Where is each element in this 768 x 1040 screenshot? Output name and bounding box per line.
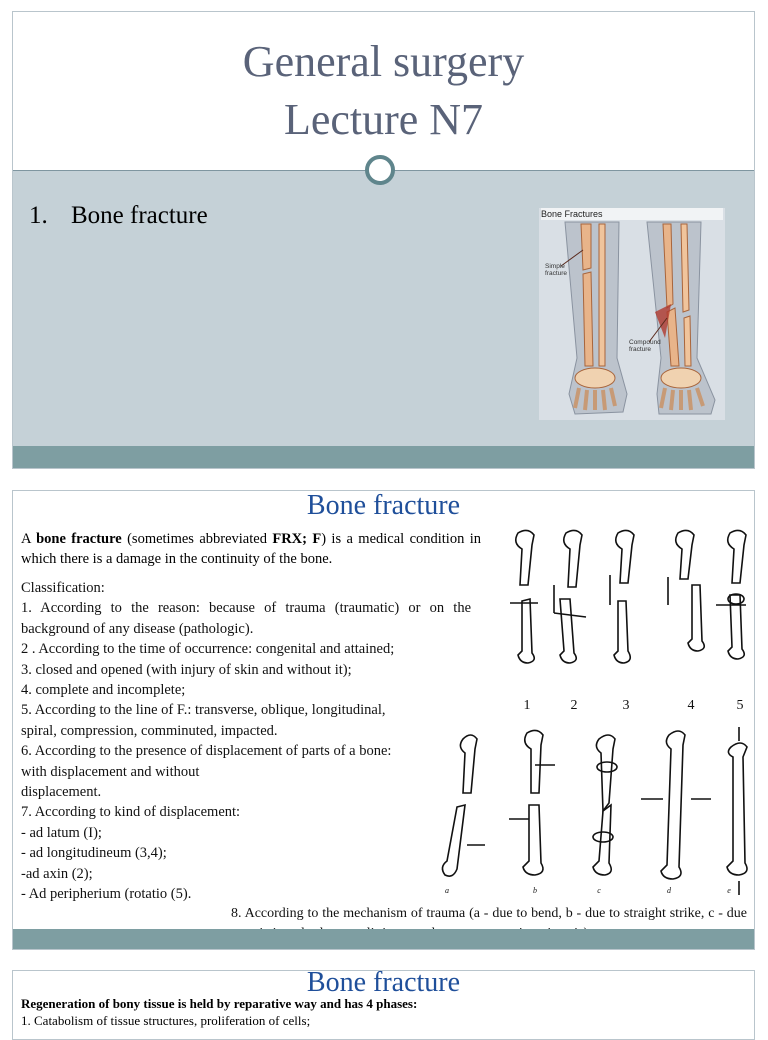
figure-label: c [597, 886, 601, 895]
list-item: -ad axin (2); [21, 865, 93, 882]
list-item: 3. closed and opened (with injury of skin and without it); [21, 661, 352, 678]
slide-heading: Bone fracture [306, 490, 461, 521]
legs-skeleton-icon [539, 208, 725, 420]
figure-label: 3 [622, 698, 630, 713]
classification-title: Classification: [21, 580, 105, 596]
list-item: - ad latum (I); [21, 824, 102, 841]
list-item [29, 202, 208, 230]
bone-fractures-illustration [539, 208, 725, 420]
figure-label: b [533, 886, 537, 895]
footer-bar [13, 446, 754, 468]
definition-paragraph: A bone fracture (sometimes abbreviated FRX; F) is a medical condition in which there is a damage in the continuity of the bone. [21, 531, 481, 567]
figure-label: 5 [736, 698, 744, 713]
slide-title [12, 11, 755, 469]
list-item: - ad longitudineum (3,4); [21, 845, 167, 862]
list-item-text: Bone fracture [71, 202, 208, 229]
displacement-types-figure [498, 525, 750, 725]
list-item: 6. According to the presence of displacement of parts of a bone: [21, 743, 392, 760]
list-item: - Ad peripherium (rotatio (5). [21, 886, 192, 903]
mechanism-paragraph: 8. According to the mechanism of trauma (a - due to bend, b - due to straight strike, c - due [231, 906, 747, 921]
list-item: 4. complete and incomplete; [21, 682, 186, 699]
slide-title-line2: Lecture N7 [283, 95, 484, 144]
footer-bar [13, 929, 754, 949]
image-caption: Bone Fractures [541, 208, 723, 220]
circle-ornament-icon [365, 155, 395, 185]
list-item: 1. Catabolism of tissue structures, proliferation of cells; [21, 1013, 311, 1028]
figure-label: a [445, 886, 449, 895]
figure-label: 1 [523, 698, 531, 713]
list-item: 7. According to kind of displacement: [21, 804, 241, 821]
figure-label: 2 [570, 698, 578, 713]
list-item-number: 1. [29, 202, 48, 229]
title-area [13, 12, 754, 170]
figure-label: 4 [687, 698, 695, 713]
list-item: displacement. [21, 784, 102, 801]
regeneration-intro: Regeneration of bony tissue is held by reparative way and has 4 phases: [21, 996, 418, 1011]
list-item: 2 . According to the time of occurrence: congenital and attained; [21, 641, 395, 658]
label-simple: Simple fracture [545, 263, 568, 277]
list-item: spiral, compression, comminuted, impacted. [21, 722, 278, 739]
slide-heading: Bone fracture [306, 967, 461, 998]
slide-title-line1: General surgery [242, 37, 525, 86]
trauma-mechanism-figure [423, 727, 753, 899]
figure-label: d [667, 886, 671, 895]
figure-label: e [727, 886, 731, 895]
list-item: with displacement and without [21, 763, 200, 780]
classification-list [21, 578, 471, 905]
slide-bone-fracture-regeneration [12, 967, 755, 1040]
list-item: 5. According to the line of F.: transverse, oblique, longitudinal, [21, 702, 386, 719]
list-item: 1. According to the reason: because of trauma (traumatic) or on the background of any disease (pathologic). [21, 600, 471, 637]
slide-bone-fracture [12, 490, 755, 950]
label-compound: Compound fracture [629, 339, 661, 353]
